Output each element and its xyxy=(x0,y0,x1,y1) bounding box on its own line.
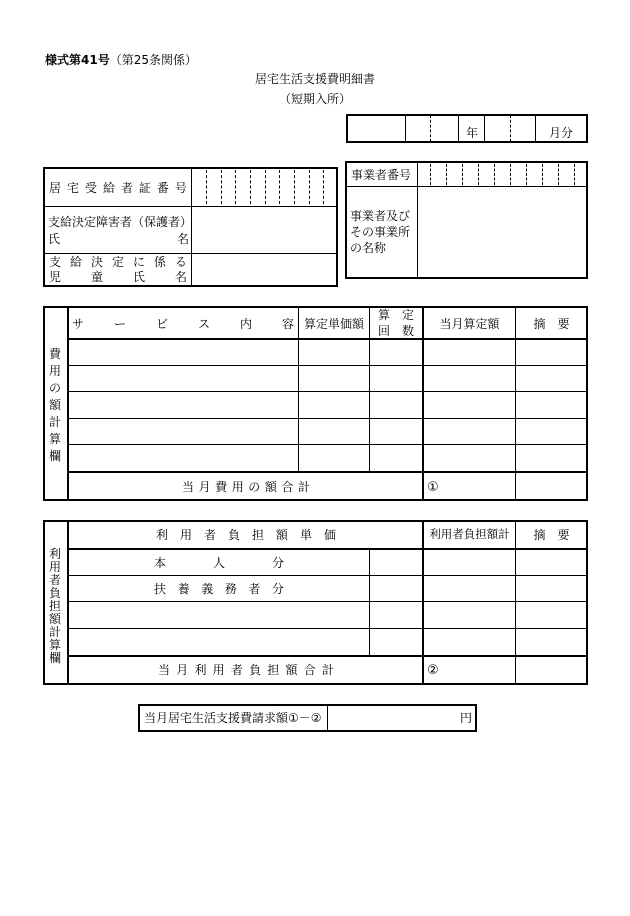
header-burden-total: 利用者負担額計 xyxy=(429,527,510,541)
burden-total-label: 当 月 利 用 者 負 担 額 合 計 xyxy=(158,663,334,677)
header-count-line1: 算 定 xyxy=(377,308,414,322)
row-dependent: 扶 養 義 務 者 分 xyxy=(154,582,284,596)
provider-number-label: 事業者番号 xyxy=(351,168,412,182)
burden-total-marker: ② xyxy=(427,663,439,678)
header-unit-price: 算定単価額 xyxy=(303,317,364,331)
cost-total-label: 当 月 費 用 の 額 合 計 xyxy=(182,480,310,494)
claim-unit: 円 xyxy=(460,711,473,725)
form-relation: （第25条関係） xyxy=(109,53,197,67)
cost-side-label: 費 用 の 額 計 算 欄 xyxy=(48,347,61,463)
header-monthly-amount: 当月算定額 xyxy=(439,317,500,331)
provider-name-label-2: その事業所 xyxy=(350,225,411,239)
cert-number-label: 居 宅 受 給 者 証 番 号 xyxy=(49,181,187,195)
provider-name-label-3: の名称 xyxy=(350,241,387,255)
burden-section xyxy=(43,520,588,685)
header-remarks: 摘 要 xyxy=(533,317,570,331)
header-burden-unit-price: 利 用 者 負 担 額 単 価 xyxy=(156,528,336,542)
header-burden-remarks: 摘 要 xyxy=(533,528,570,542)
form-header xyxy=(45,54,197,66)
page-title: 居宅生活支援費明細書 xyxy=(254,72,375,86)
cost-total-marker: ① xyxy=(427,480,439,495)
guardian-label: 支給決定障害者（保護者） xyxy=(48,215,193,229)
month-label: 月分 xyxy=(549,126,574,140)
guardian-name-prefix: 氏 xyxy=(48,232,61,246)
child-label-line1: 支 給 決 定 に 係 る xyxy=(49,255,187,269)
form-number: 様式第41号 xyxy=(45,53,110,67)
child-label-line2: 児 童 氏 名 xyxy=(49,270,187,284)
provider-name-label-1: 事業者及び xyxy=(350,209,411,223)
row-self: 本 人 分 xyxy=(154,556,284,570)
year-label: 年 xyxy=(466,126,479,140)
page-subtitle: （短期入所） xyxy=(278,92,351,106)
header-service: サ ー ビ ス 内 容 xyxy=(72,317,294,331)
guardian-name-suffix: 名 xyxy=(177,232,190,246)
burden-side-label: 利 用 者 負 担 額 計 算 欄 xyxy=(48,547,61,665)
header-count-line2: 回 数 xyxy=(377,324,414,338)
claim-label: 当月居宅生活支援費請求額①－② xyxy=(144,711,322,725)
